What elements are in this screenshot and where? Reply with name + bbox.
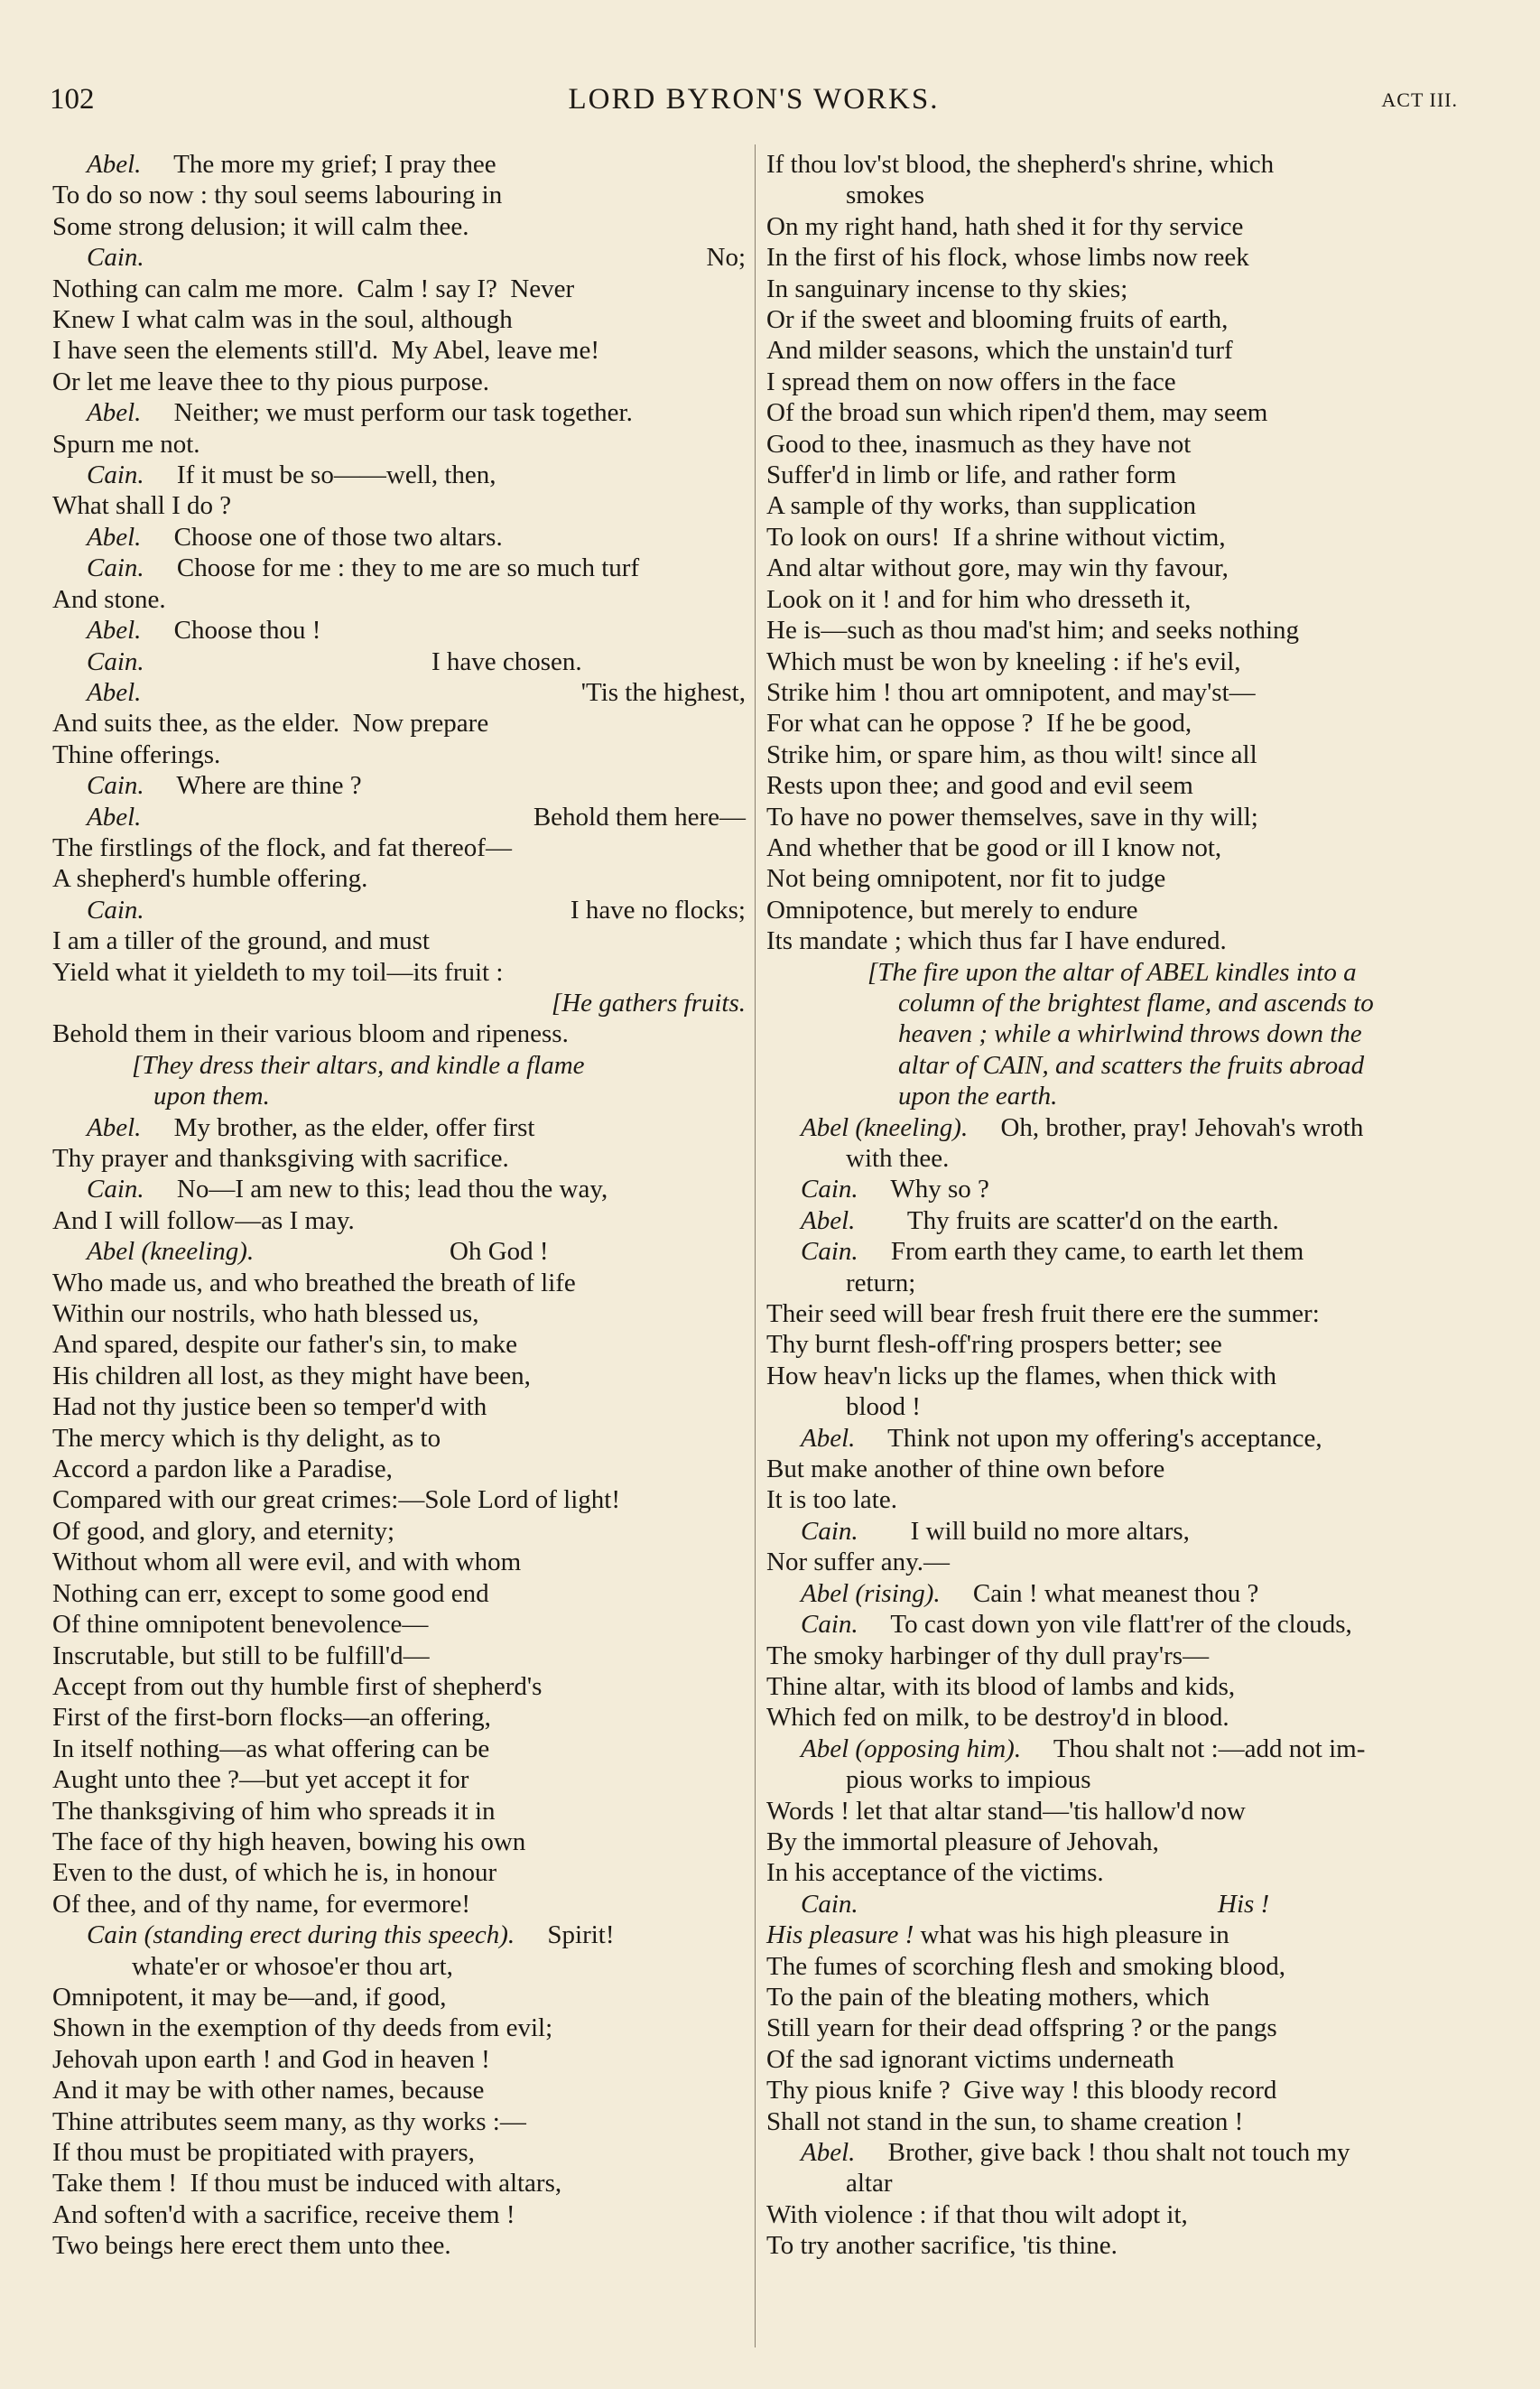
speaker-name: Cain. [801,1237,858,1267]
dialogue-text: Cain ! what meanest thou ? [972,1578,1259,1608]
dialogue-text: Neither; we must perform our task together. [173,398,633,428]
speaker-name: Cain. [801,1889,858,1919]
verse-line: Take them ! If thou must be induced with altars, [52,2169,562,2198]
speech-line [766,1174,1454,1204]
speech-line [766,1734,1454,1764]
dialogue-text: Oh God ! [450,1237,549,1267]
speech-line [52,677,746,708]
verse-line: In itself nothing—as what offering can be [52,1734,490,1763]
speaker-name: Cain. [87,646,144,676]
verse-line: I have seen the elements still'd. My Abel, leave me! [52,336,599,366]
verse-line: What shall I do ? [52,491,232,521]
stage-direction: column of the brightest flame, and ascends to [898,988,1374,1018]
speaker-name: Abel. [87,1112,142,1142]
verse-line: The face of thy high heaven, bowing his own [52,1827,526,1856]
verse-line: altar [846,2169,893,2198]
verse-line [766,1920,1454,1950]
verse-line: And I will follow—as I may. [52,1205,355,1235]
speech-line [52,149,746,180]
speech-line [766,1516,1454,1547]
dialogue-text: Oh, brother, pray! Jehovah's wroth [1000,1112,1364,1142]
speech-line [766,1423,1454,1454]
speech-line [766,1236,1454,1267]
speaker-name: Cain. [87,771,144,801]
dialogue-text: No—I am new to this; lead thou the way, [176,1175,608,1204]
dialogue-text: His ! [1218,1889,1270,1919]
verse-line: If thou lov'st blood, the shepherd's shrine, which [766,150,1275,179]
page-number: 102 [50,83,95,116]
verse-line: The firstlings of the flock, and fat thereof— [52,832,512,862]
verse-line: The mercy which is thy delight, as to [52,1423,441,1453]
stage-direction-line [766,1018,1454,1049]
verse-line: Or if the sweet and blooming fruits of earth, [766,305,1229,335]
verse-line: To have no power themselves, save in thy will; [766,802,1258,832]
speech-line [52,646,746,677]
speech-line [52,553,746,583]
speaker-name: Cain. [87,243,144,273]
verse-line: Jehovah upon earth ! and God in heaven ! [52,2044,490,2074]
stage-direction: [He gathers fruits. [551,988,746,1018]
speaker-name: Abel. [801,1423,856,1453]
verse-line: In his acceptance of the victims. [766,1858,1104,1888]
verse-line: And whether that be good or ill I know not, [766,832,1222,862]
right-column [766,149,1454,2262]
verse-line: Omnipotent, it may be—and, if good, [52,1982,447,2012]
stage-direction: (kneeling). [141,1237,255,1267]
verse-line: Thine attributes seem many, as thy works :— [52,2106,526,2136]
verse-line: Without whom all were evil, and with whom [52,1548,522,1577]
verse-line: And it may be with other names, because [52,2076,485,2105]
verse-line: Of thee, and of thy name, for evermore! [52,1889,470,1919]
verse-line: The smoky harbinger of thy dull pray'rs— [766,1641,1210,1670]
verse-line: Not being omnipotent, nor fit to judge [766,864,1166,894]
speech-line [766,1112,1454,1143]
verse-line: Thy prayer and thanksgiving with sacrifice. [52,1144,509,1173]
verse-line: Inscrutable, but still to be fulfill'd— [52,1641,430,1670]
speech-line [52,802,746,832]
speaker-name: Abel. [87,802,142,832]
verse-line: In the first of his flock, whose limbs now reek [766,243,1249,273]
verse-line: His children all lost, as they might have been, [52,1361,531,1390]
stage-direction-line [766,1050,1454,1081]
speaker-name: Abel [801,1578,849,1608]
verse-line: Some strong delusion; it will calm thee. [52,211,469,241]
verse-line: Had not thy justice been so temper'd with [52,1392,487,1422]
dialogue-text: Thou shalt not :—add not im- [1053,1734,1366,1763]
verse-line: Shown in the exemption of thy deeds from evil; [52,2013,553,2043]
speech-line [52,1112,746,1143]
verse-line: Of good, and glory, and eternity; [52,1516,395,1546]
verse-line: Words ! let that altar stand—'tis hallow'd now [766,1796,1246,1826]
speaker-name: Abel. [87,150,142,179]
speech-line [52,770,746,801]
stage-direction-line [766,1081,1454,1111]
speaker-name: Cain. [801,1610,858,1640]
verse-line: Spurn me not. [52,429,200,459]
stage-direction: (opposing him). [855,1734,1022,1763]
verse-line: The fumes of scorching flesh and smoking blood, [766,1951,1286,1981]
verse-line: I am a tiller of the ground, and must [52,926,430,956]
verse-line: with thee. [846,1144,950,1173]
verse-line: Look on it ! and for him who dresseth it, [766,584,1192,614]
dialogue-text: I have no flocks; [570,895,746,925]
verse-line: Behold them in their various bloom and ripeness. [52,1019,569,1049]
verse-text: what was his high pleasure in [914,1920,1229,1950]
verse-line: Omnipotence, but merely to endure [766,895,1138,925]
verse-line: But make another of thine own before [766,1455,1165,1484]
dialogue-text: Where are thine ? [176,771,362,801]
verse-line: To do so now : thy soul seems labouring in [52,181,503,210]
verse-line: To the pain of the bleating mothers, which [766,1982,1210,2012]
speech-line [52,1920,746,1950]
verse-line: By the immortal pleasure of Jehovah, [766,1827,1159,1856]
dialogue-text: To cast down yon vile flatt'rer of the clouds, [890,1610,1352,1640]
dialogue-text: I will build no more altars, [910,1516,1190,1546]
left-column [52,149,746,2262]
act-label: ACT III. [1381,88,1458,111]
speech-line [766,1889,1454,1920]
stage-direction: upon them. [153,1082,270,1111]
verse-line: Thine altar, with its blood of lambs and kids, [766,1671,1236,1701]
verse-line: I spread them on now offers in the face [766,367,1176,396]
verse-line: Good to thee, inasmuch as they have not [766,429,1192,459]
dialogue-text: My brother, as the elder, offer first [173,1112,535,1142]
stage-direction: (standing erect during this speech). [144,1920,515,1950]
stage-direction: (rising). [855,1578,941,1608]
speech-line [52,522,746,553]
speaker-name: Abel [87,1237,135,1267]
verse-line: Its mandate ; which thus far I have endured. [766,926,1227,956]
speaker-name: Abel. [801,2138,856,2167]
speech-line [766,2137,1454,2168]
verse-line: Of thine omnipotent benevolence— [52,1610,429,1640]
speaker-name: Cain. [801,1516,858,1546]
speaker-name: Abel. [87,398,142,428]
dialogue-text: Brother, give back ! thou shalt not touch my [887,2138,1350,2167]
verse-line: Suffer'd in limb or life, and rather form [766,460,1177,490]
stage-direction: heaven ; while a whirlwind throws down the [898,1019,1362,1049]
verse-line: Of the broad sun which ripen'd them, may seem [766,398,1268,428]
verse-line: Their seed will bear fresh fruit there ere the summer: [766,1299,1320,1329]
verse-line: Which must be won by kneeling : if he's evil, [766,646,1241,676]
speaker-name: Cain. [87,460,144,490]
speech-line [766,1578,1454,1609]
verse-line: And stone. [52,584,166,614]
emphasized-text: His pleasure ! [766,1920,914,1950]
speech-line [52,1174,746,1204]
verse-line: Aught unto thee ?—but yet accept it for [52,1765,469,1795]
verse-line: Shall not stand in the sun, to shame creation ! [766,2106,1244,2136]
verse-line: Thine offerings. [52,739,221,769]
verse-line: In sanguinary incense to thy skies; [766,274,1128,303]
speech-line [52,615,746,646]
dialogue-text: I have chosen. [431,646,582,676]
speaker-name: Abel. [87,677,142,707]
dialogue-text: 'Tis the highest, [580,677,746,707]
verse-line: Nothing can err, except to some good end [52,1578,489,1608]
verse-line: And milder seasons, which the unstain'd turf [766,336,1233,366]
verse-line: Or let me leave thee to thy pious purpose. [52,367,490,396]
verse-line: return; [846,1268,916,1297]
speaker-name: Abel. [801,1205,856,1235]
verse-line: Thy burnt flesh-off'ring prospers better; see [766,1330,1222,1360]
dialogue-text: Choose for me : they to me are so much turf [176,553,640,583]
verse-line: And soften'd with a sacrifice, receive them ! [52,2199,515,2229]
verse-line: A sample of thy works, than supplication [766,491,1197,521]
verse-line: Strike him ! thou art omnipotent, and may'st— [766,677,1256,707]
speech-line [52,397,746,428]
speech-line [52,1236,746,1267]
stage-direction: [The fire upon the altar of ABEL kindles into a [867,957,1357,987]
speaker-name: Cain. [87,1175,144,1204]
verse-line: Strike him, or spare him, as thou wilt! since all [766,739,1257,769]
dialogue-text: If it must be so——well, then, [176,460,496,490]
dialogue-text: Choose one of those two altars. [173,522,503,552]
verse-line: Thy pious knife ? Give way ! this bloody record [766,2076,1277,2105]
verse-line: It is too late. [766,1485,897,1515]
verse-line: Accord a pardon like a Paradise, [52,1455,393,1484]
verse-line: First of the first-born flocks—an offering, [52,1703,491,1733]
dialogue-text: Think not upon my offering's acceptance, [887,1423,1322,1453]
verse-line: To try another sacrifice, 'tis thine. [766,2231,1118,2261]
verse-line: blood ! [846,1392,921,1422]
verse-line: And spared, despite our father's sin, to make [52,1330,518,1360]
stage-direction-line [766,957,1454,988]
dialogue-text: Choose thou ! [173,616,321,646]
verse-line: Two beings here erect them unto thee. [52,2231,451,2261]
verse-line: If thou must be propitiated with prayers, [52,2138,475,2167]
column-divider [755,144,756,2347]
verse-line: On my right hand, hath shed it for thy service [766,211,1244,241]
verse-line: The thanksgiving of him who spreads it in [52,1796,496,1826]
stage-direction: [They dress their altars, and kindle a flame [132,1050,585,1080]
verse-line: Yield what it yieldeth to my toil—its fruit : [52,957,504,987]
verse-line: Compared with our great crimes:—Sole Lord of light! [52,1485,620,1515]
verse-line: Knew I what calm was in the soul, although [52,305,513,335]
verse-line: And suits thee, as the elder. Now prepare [52,709,489,739]
speech-line [52,895,746,925]
speech-line [766,1205,1454,1236]
speaker-name: Abel. [87,522,142,552]
dialogue-text: From earth they came, to earth let them [890,1237,1304,1267]
speaker-name: Cain. [87,895,144,925]
page-header [50,83,1458,126]
dialogue-text: No; [706,243,746,273]
verse-line: How heav'n licks up the flames, when thick with [766,1361,1276,1390]
verse-line: Which fed on milk, to be destroy'd in blood. [766,1703,1229,1733]
verse-line: pious works to impious [846,1765,1091,1795]
verse-line: He is—such as thou mad'st him; and seeks nothing [766,616,1299,646]
dialogue-text: Behold them here— [533,802,746,832]
verse-line: Nor suffer any.— [766,1548,950,1577]
speech-line [52,460,746,490]
dialogue-text: Why so ? [890,1175,989,1204]
stage-direction-line [766,988,1454,1018]
dialogue-text: The more my grief; I pray thee [173,150,496,179]
verse-line: A shepherd's humble offering. [52,864,368,894]
verse-line: Accept from out thy humble first of shepherd's [52,1671,543,1701]
verse-line: Rests upon thee; and good and evil seem [766,771,1193,801]
verse-line: To look on ours! If a shrine without victim, [766,522,1226,552]
stage-direction: upon the earth. [898,1082,1058,1111]
speaker-name: Cain [87,1920,138,1950]
speaker-name: Abel. [87,616,142,646]
verse-line: smokes [846,181,924,210]
speaker-name: Cain. [87,553,144,583]
verse-line: Within our nostrils, who hath blessed us, [52,1299,479,1329]
speaker-name: Abel [801,1734,849,1763]
dialogue-text: Spirit! [547,1920,615,1950]
verse-line: whate'er or whosoe'er thou art, [132,1951,453,1981]
verse-line: Even to the dust, of which he is, in honour [52,1858,497,1888]
verse-line: Who made us, and who breathed the breath of life [52,1268,576,1297]
running-title: LORD BYRON'S WORKS. [568,83,940,116]
verse-line: And altar without gore, may win thy favour, [766,553,1229,583]
speaker-name: Abel [801,1112,849,1142]
dialogue-text: Thy fruits are scatter'd on the earth. [906,1205,1279,1235]
speech-line [52,242,746,273]
speaker-name: Cain. [801,1175,858,1204]
stage-direction: (kneeling). [855,1112,969,1142]
verse-line: For what can he oppose ? If he be good, [766,709,1192,739]
stage-direction-line [52,1081,746,1111]
verse-line: Of the sad ignorant victims underneath [766,2044,1174,2074]
verse-line: With violence : if that thou wilt adopt it, [766,2199,1188,2229]
stage-direction-line [52,1050,746,1081]
verse-line: Still yearn for their dead offspring ? or the pangs [766,2013,1277,2043]
speech-line [766,1609,1454,1640]
stage-direction: altar of CAIN, and scatters the fruits abroad [898,1050,1365,1080]
stage-direction-line [52,988,746,1018]
verse-line: Nothing can calm me more. Calm ! say I? Never [52,274,575,303]
